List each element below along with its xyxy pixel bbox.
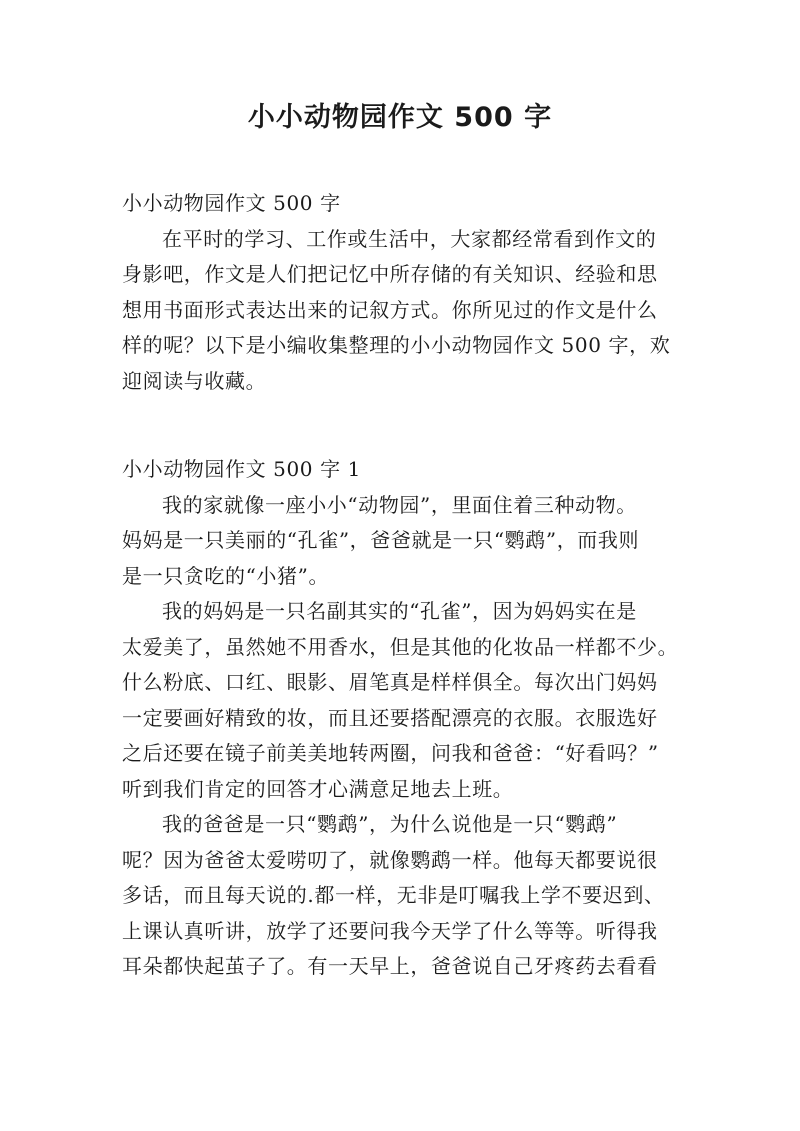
intro-line: 迎阅读与收藏。 xyxy=(122,368,267,393)
intro-heading: 小小动物园作文 500 字 xyxy=(122,191,341,215)
paragraph-line: 一定要画好精致的妆，而且还要搭配漂亮的衣服。衣服选好 xyxy=(122,705,658,730)
essay-heading: 小小动物园作文 500 字 1 xyxy=(122,457,361,481)
paragraph-line: 我的妈妈是一只名副其实的“孔雀”，因为妈妈实在是 xyxy=(162,599,637,623)
paragraph-line: 是一只贪吃的“小猪”。 xyxy=(122,563,330,588)
intro-line: 想用书面形式表达出来的记叙方式。你所见过的作文是什么 xyxy=(122,297,658,322)
paragraph-line: 呢？因为爸爸太爱唠叨了，就像鹦鹉一样。他每天都要说很 xyxy=(122,847,658,872)
paragraph-line: 妈妈是一只美丽的“孔雀”，爸爸就是一只“鹦鹉”，而我则 xyxy=(122,528,640,552)
paragraph-line: 之后还要在镜子前美美地转两圈，问我和爸爸：“好看吗？” xyxy=(122,741,659,765)
paragraph-line: 太爱美了，虽然她不用香水，但是其他的化妆品一样都不少。 xyxy=(122,634,679,659)
intro-line: 样的呢？以下是小编收集整理的小小动物园作文 500 字，欢 xyxy=(122,333,671,357)
paragraph-line: 上课认真听讲，放学了还要问我今天学了什么等等。听得我 xyxy=(122,918,658,943)
paragraph-line: 我的爸爸是一只“鹦鹉”，为什么说他是一只“鹦鹉” xyxy=(162,812,618,836)
paragraph-line: 听到我们肯定的回答才心满意足地去上班。 xyxy=(122,776,514,801)
paragraph-line: 我的家就像一座小小“动物园”，里面住着三种动物。 xyxy=(162,492,637,517)
document-body xyxy=(122,186,684,985)
intro-line: 身影吧，作文是人们把记忆中所存储的有关知识、经验和思 xyxy=(122,262,658,286)
paragraph-line: 多话，而且每天说的.都一样，无非是叮嘱我上学不要迟到、 xyxy=(122,883,665,907)
intro-line: 在平时的学习、工作或生活中，大家都经常看到作文的 xyxy=(162,226,657,251)
paragraph-line: 什么粉底、口红、眼影、眉笔真是样样俱全。每次出门妈妈 xyxy=(122,670,658,694)
section-spacer xyxy=(122,399,684,452)
document-title: 小小动物园作文 500 字 xyxy=(247,102,553,133)
paragraph-line: 耳朵都快起茧子了。有一天早上，爸爸说自己牙疼药去看看 xyxy=(122,954,658,978)
